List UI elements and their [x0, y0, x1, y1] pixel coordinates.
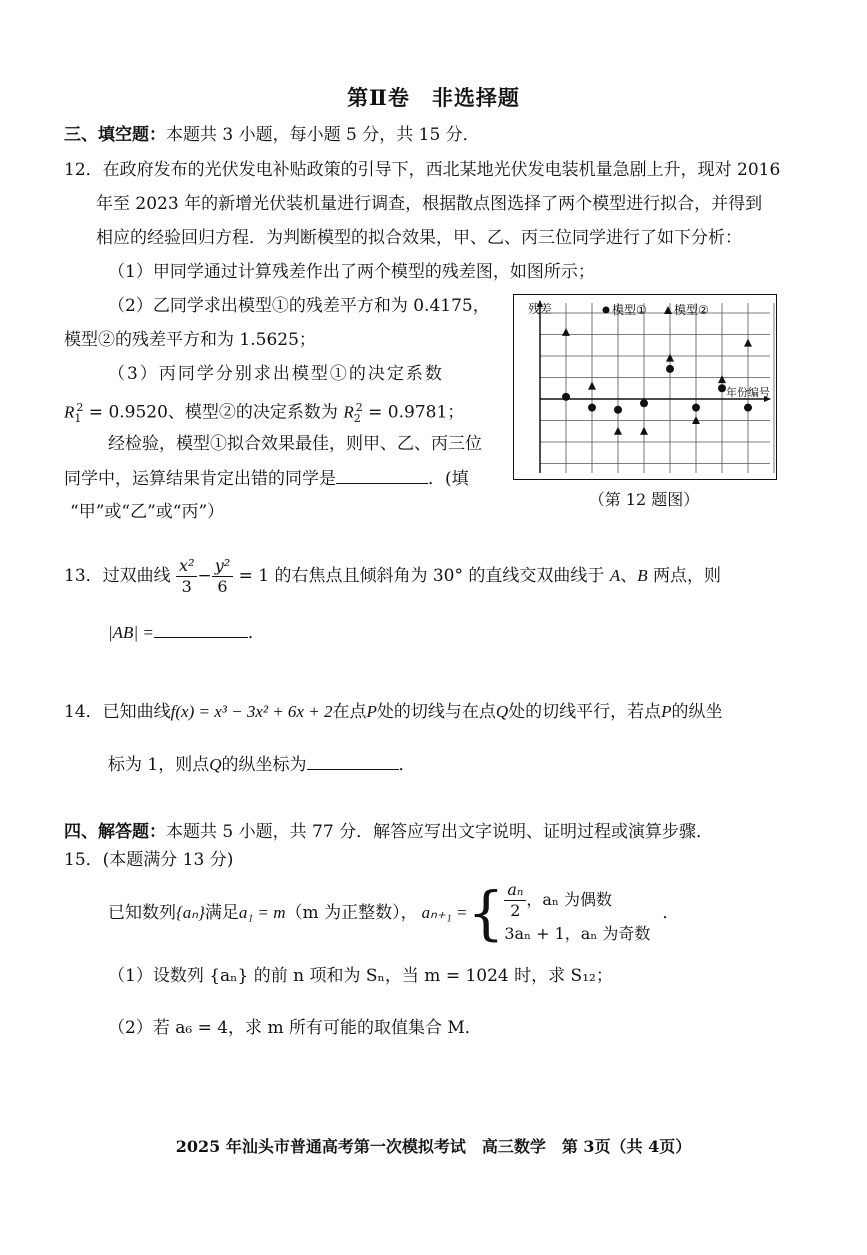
q15-case-1-cond: ，aₙ 为偶数 — [526, 889, 612, 909]
q13-answer-blank[interactable] — [154, 620, 248, 638]
q15-part-1: （1）设数列 {aₙ} 的前 n 项和为 Sₙ，当 m = 1024 时，求 S₁₂； — [108, 966, 613, 986]
q12-line-7: （3）丙同学分别求出模型①的决定系数 — [108, 364, 444, 384]
q13-point-a: A — [609, 566, 621, 585]
q15-brace: { — [467, 879, 505, 947]
q15-part-2: （2）若 a₆ = 4，求 m 所有可能的取值集合 M． — [108, 1018, 482, 1038]
q13-mid: = 1 的右焦点且倾斜角为 30° 的直线交双曲线于 — [238, 566, 605, 586]
q12-line-8: $R_1^2 = 0.9520$、模型②的决定系数为 $R_2^2 = 0.9781$； — [64, 401, 465, 426]
q12-answer-blank[interactable] — [336, 466, 428, 484]
q15-l1c: （m 为正整数）， — [285, 903, 418, 923]
q14-l2b: 的纵坐标为 — [221, 755, 307, 775]
q15-lhs: aₙ₊₁ = — [421, 903, 468, 922]
q15-case-1-num: aₙ — [504, 880, 526, 901]
model-2-point — [718, 375, 726, 383]
q12-line-1: 12．在政府发布的光伏发电补贴政策的引导下，西北某地光伏发电装机量急剧上升，现对 2016 — [64, 160, 781, 180]
q15-case-1-den: 2 — [510, 900, 521, 920]
q14-q: Q — [495, 702, 509, 721]
section-3-header — [64, 123, 480, 147]
model-1-point — [640, 399, 648, 407]
q13-frac-y — [212, 556, 233, 597]
model-1-point — [666, 365, 674, 373]
q14-mid: 在点 — [332, 702, 367, 722]
model-1-point — [588, 404, 596, 412]
q14-l2a: 标为 1，则点 — [108, 755, 210, 775]
q14-end: 的纵坐 — [671, 702, 723, 722]
q12-line-2: 年至 2023 年的新增光伏装机量进行调查，根据散点图选择了两个模型进行拟合，并得到 — [96, 194, 763, 214]
q13-line-2 — [108, 620, 265, 645]
section-4-header — [64, 820, 713, 844]
q15-case-1 — [504, 880, 650, 921]
q15-statement — [108, 878, 679, 948]
q14-dot: ． — [398, 755, 416, 775]
model-2-point — [588, 382, 596, 390]
section-4-desc: 本题共 5 小题，共 77 分．解答应写出文字说明、证明过程或演算步骤． — [166, 822, 714, 842]
q12-line-10-b: ．(填 — [428, 469, 469, 489]
legend-label-model-1: 模型① — [612, 303, 647, 317]
q13-den-3: 3 — [181, 577, 192, 596]
model-1-point — [692, 404, 700, 412]
q12-line-10 — [64, 466, 469, 491]
model-2-point — [744, 339, 752, 347]
q14-mid2: 处的切线与在点 — [376, 702, 496, 722]
q12-line-5: （2）乙同学求出模型①的残差平方和为 0.4175， — [108, 296, 490, 316]
q12-line-3: 相应的经验回归方程．为判断模型的拟合效果，甲、乙、丙三位同学进行了如下分析： — [96, 228, 742, 248]
q14-p2: P — [661, 702, 672, 721]
residual-plot-svg — [514, 295, 776, 479]
legend-marker-model-2 — [664, 306, 672, 314]
q13-frac-x — [176, 556, 197, 597]
model-2-point — [562, 328, 570, 336]
q13-sep: 、 — [620, 566, 638, 586]
section-3-desc: 本题共 3 小题，每小题 5 分，共 15 分． — [166, 125, 480, 145]
q14-line-2 — [108, 752, 416, 777]
page-footer: 2025 年汕头市普通高考第一次模拟考试 高三数学 第 3页（共 4页） — [175, 1137, 692, 1156]
q13-pre: 13．过双曲线 — [64, 566, 171, 586]
q12-line-11: “甲”或“乙”或“丙”） — [70, 502, 225, 522]
section-3-heading: 三、填空题： — [64, 125, 166, 145]
q12-line-6: 模型②的残差平方和为 1.5625； — [64, 330, 316, 350]
q15-l1b: 满足 — [204, 903, 239, 923]
q15-case-2: 3aₙ + 1，aₙ 为奇数 — [504, 923, 651, 943]
residual-plot — [513, 294, 777, 480]
q13-point-b: B — [637, 566, 648, 585]
q12-line-8-b: = 0.9781； — [368, 402, 465, 423]
model-2-point — [640, 427, 648, 435]
x-axis-label: 年份编号 — [726, 386, 770, 399]
q13-line-1: 13．过双曲线 $\frac{\text{x²}}{3}$ − $\frac{\text{y²}}{6}$ = 1 的右焦点且倾斜角为 30° 的直线交双曲线于 A、B 两点，则 — [64, 556, 721, 596]
model-2-point — [666, 354, 674, 362]
model-1-point — [718, 384, 726, 392]
q12-line-10-a: 同学中，运算结果肯定出错的同学是 — [64, 469, 336, 489]
q14-function: f(x) = x³ − 3x² + 6x + 2 — [170, 702, 333, 721]
model-2-point — [692, 416, 700, 424]
q13-ab: |AB| = — [108, 623, 154, 642]
q12-line-4: （1）甲同学通过计算残差作出了两个模型的残差图，如图所示； — [108, 262, 595, 282]
q15-cases — [504, 880, 650, 947]
model-1-point — [562, 393, 570, 401]
page-title: 第Ⅱ卷 非选择题 — [347, 85, 520, 110]
q13-post: 两点，则 — [653, 566, 721, 586]
q12-line-8-a: = 0.9520、模型②的决定系数为 — [88, 402, 338, 423]
model-1-point — [744, 404, 752, 412]
q15-set: {aₙ} — [176, 903, 205, 922]
y-axis-label: 残差 — [528, 302, 553, 316]
q12-line-9: 经检验，模型①拟合效果最佳，则甲、乙、丙三位 — [108, 434, 482, 454]
q13-x2: x² — [176, 556, 197, 577]
q15-a1: a₁ = m — [238, 903, 286, 922]
model-1-point — [614, 406, 622, 414]
q14-post: 处的切线平行，若点 — [508, 702, 662, 722]
q14-pre: 14．已知曲线 — [64, 702, 171, 722]
legend-label-model-2: 模型② — [674, 303, 709, 317]
q14-p: P — [366, 702, 377, 721]
q15-l1a: 已知数列 — [108, 903, 176, 923]
figure-caption: （第 12 题图） — [588, 490, 700, 509]
q13-y2: y² — [212, 556, 233, 577]
q13-den-6: 6 — [217, 577, 228, 596]
q14-answer-blank[interactable] — [307, 752, 399, 770]
q15-case-1-frac — [504, 880, 526, 921]
legend-marker-model-1 — [603, 307, 610, 314]
q15-dot: ． — [662, 903, 680, 923]
q13-dot: ． — [247, 623, 265, 643]
q15-head: 15．(本题满分 13 分) — [64, 850, 234, 870]
section-4-heading: 四、解答题： — [64, 822, 166, 842]
q14-q2: Q — [209, 755, 222, 774]
model-2-point — [614, 427, 622, 435]
q14-line-1 — [64, 700, 723, 724]
